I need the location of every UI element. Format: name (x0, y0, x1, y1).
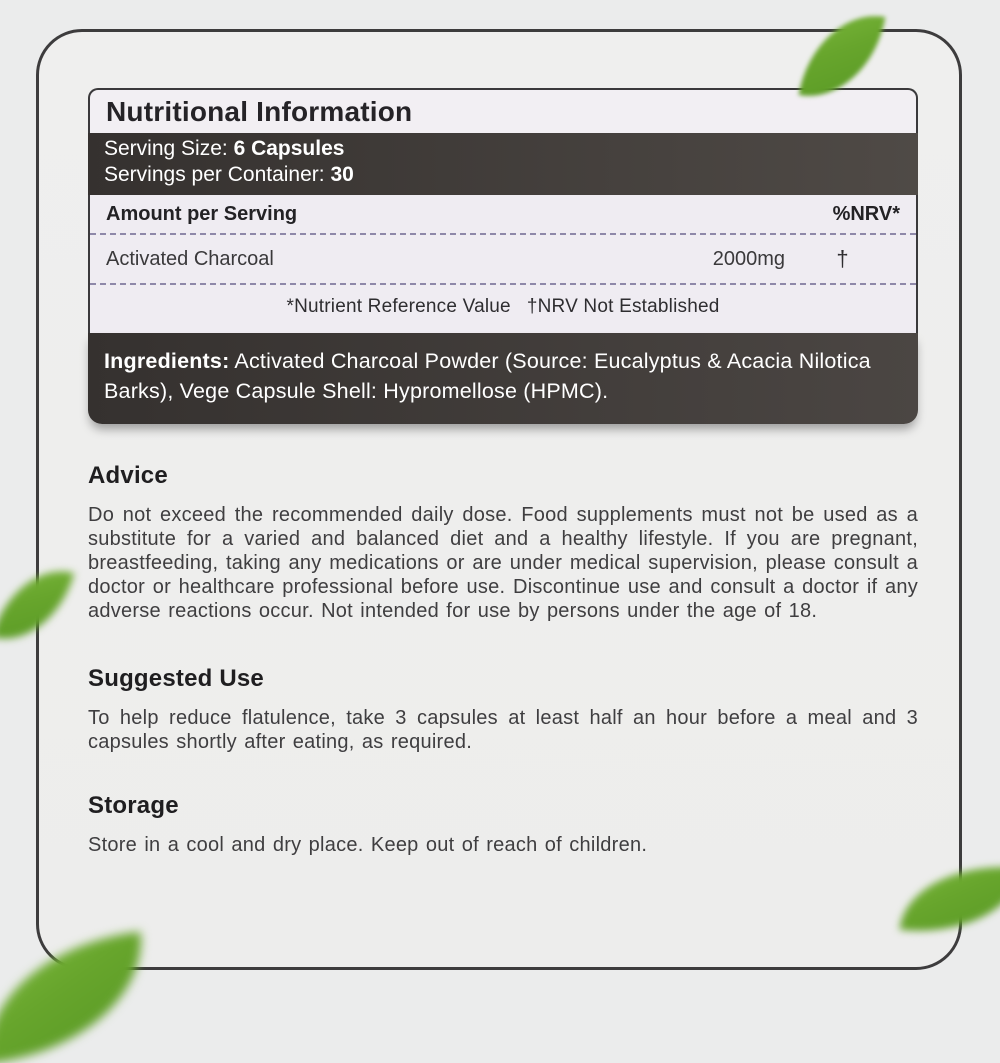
panel-title-text: Nutritional Information (106, 95, 413, 127)
footnote-not-established: †NRV Not Established (526, 296, 720, 317)
nutrition-table (88, 195, 918, 333)
table-header-row (90, 195, 916, 233)
ingredients-label: Ingredients: (104, 349, 230, 373)
advice-heading: Advice (88, 462, 168, 489)
serving-size-label: Serving Size: (104, 137, 234, 160)
serving-size-value: 6 Capsules (233, 137, 345, 160)
leaf-icon (0, 932, 153, 1063)
section-suggested-use (88, 665, 918, 754)
advice-paragraph: Do not exceed the recommended daily dose. Food supplements must not be used as a substitute for a varied and balanced diet and a healthy lifestyle. If you are pregnant, breastfeeding, taking any medications or are under medical supervision, please consult a doctor or healthcare professional before use. Discontinue use and consult a doctor if any adverse reactions occur. Not intended for use by persons under the age of 18. (88, 504, 918, 622)
panel-title (88, 88, 918, 133)
section-spacer (88, 754, 918, 792)
nutrient-nrv-dagger: † (836, 246, 849, 271)
servings-per-container-line (104, 162, 902, 188)
serving-size-line (104, 136, 902, 162)
ingredients-text: Activated Charcoal Powder (Source: Eucalyptus & Acacia Nilotica Barks), Vege Capsule Shell: Hypromellose (HPMC). (104, 349, 871, 403)
servings-label: Servings per Container: (104, 163, 331, 186)
section-spacer (88, 623, 918, 665)
serving-info-band (88, 133, 918, 195)
nutrient-name: Activated Charcoal (106, 247, 274, 270)
nutrition-panel (88, 88, 918, 424)
storage-paragraph: Store in a cool and dry place. Keep out of reach of children. (88, 834, 648, 856)
amount-per-serving-header: Amount per Serving (106, 203, 298, 225)
footnote-nrv-definition: *Nutrient Reference Value (286, 296, 511, 317)
nrv-header: %NRV* (832, 203, 900, 225)
table-row (90, 235, 916, 283)
servings-value: 30 (330, 163, 354, 186)
storage-heading: Storage (88, 792, 179, 819)
nutrient-amount: 2000mg (712, 247, 785, 270)
suggested-use-paragraph: To help reduce flatulence, take 3 capsules at least half an hour before a meal and 3 capsules shortly after eating, as required. (88, 707, 918, 753)
section-storage (88, 792, 918, 857)
label-text-sections (88, 462, 918, 857)
ingredients-band (88, 333, 918, 424)
section-advice (88, 462, 918, 623)
table-footnote (90, 285, 916, 333)
suggested-use-heading: Suggested Use (88, 665, 264, 692)
